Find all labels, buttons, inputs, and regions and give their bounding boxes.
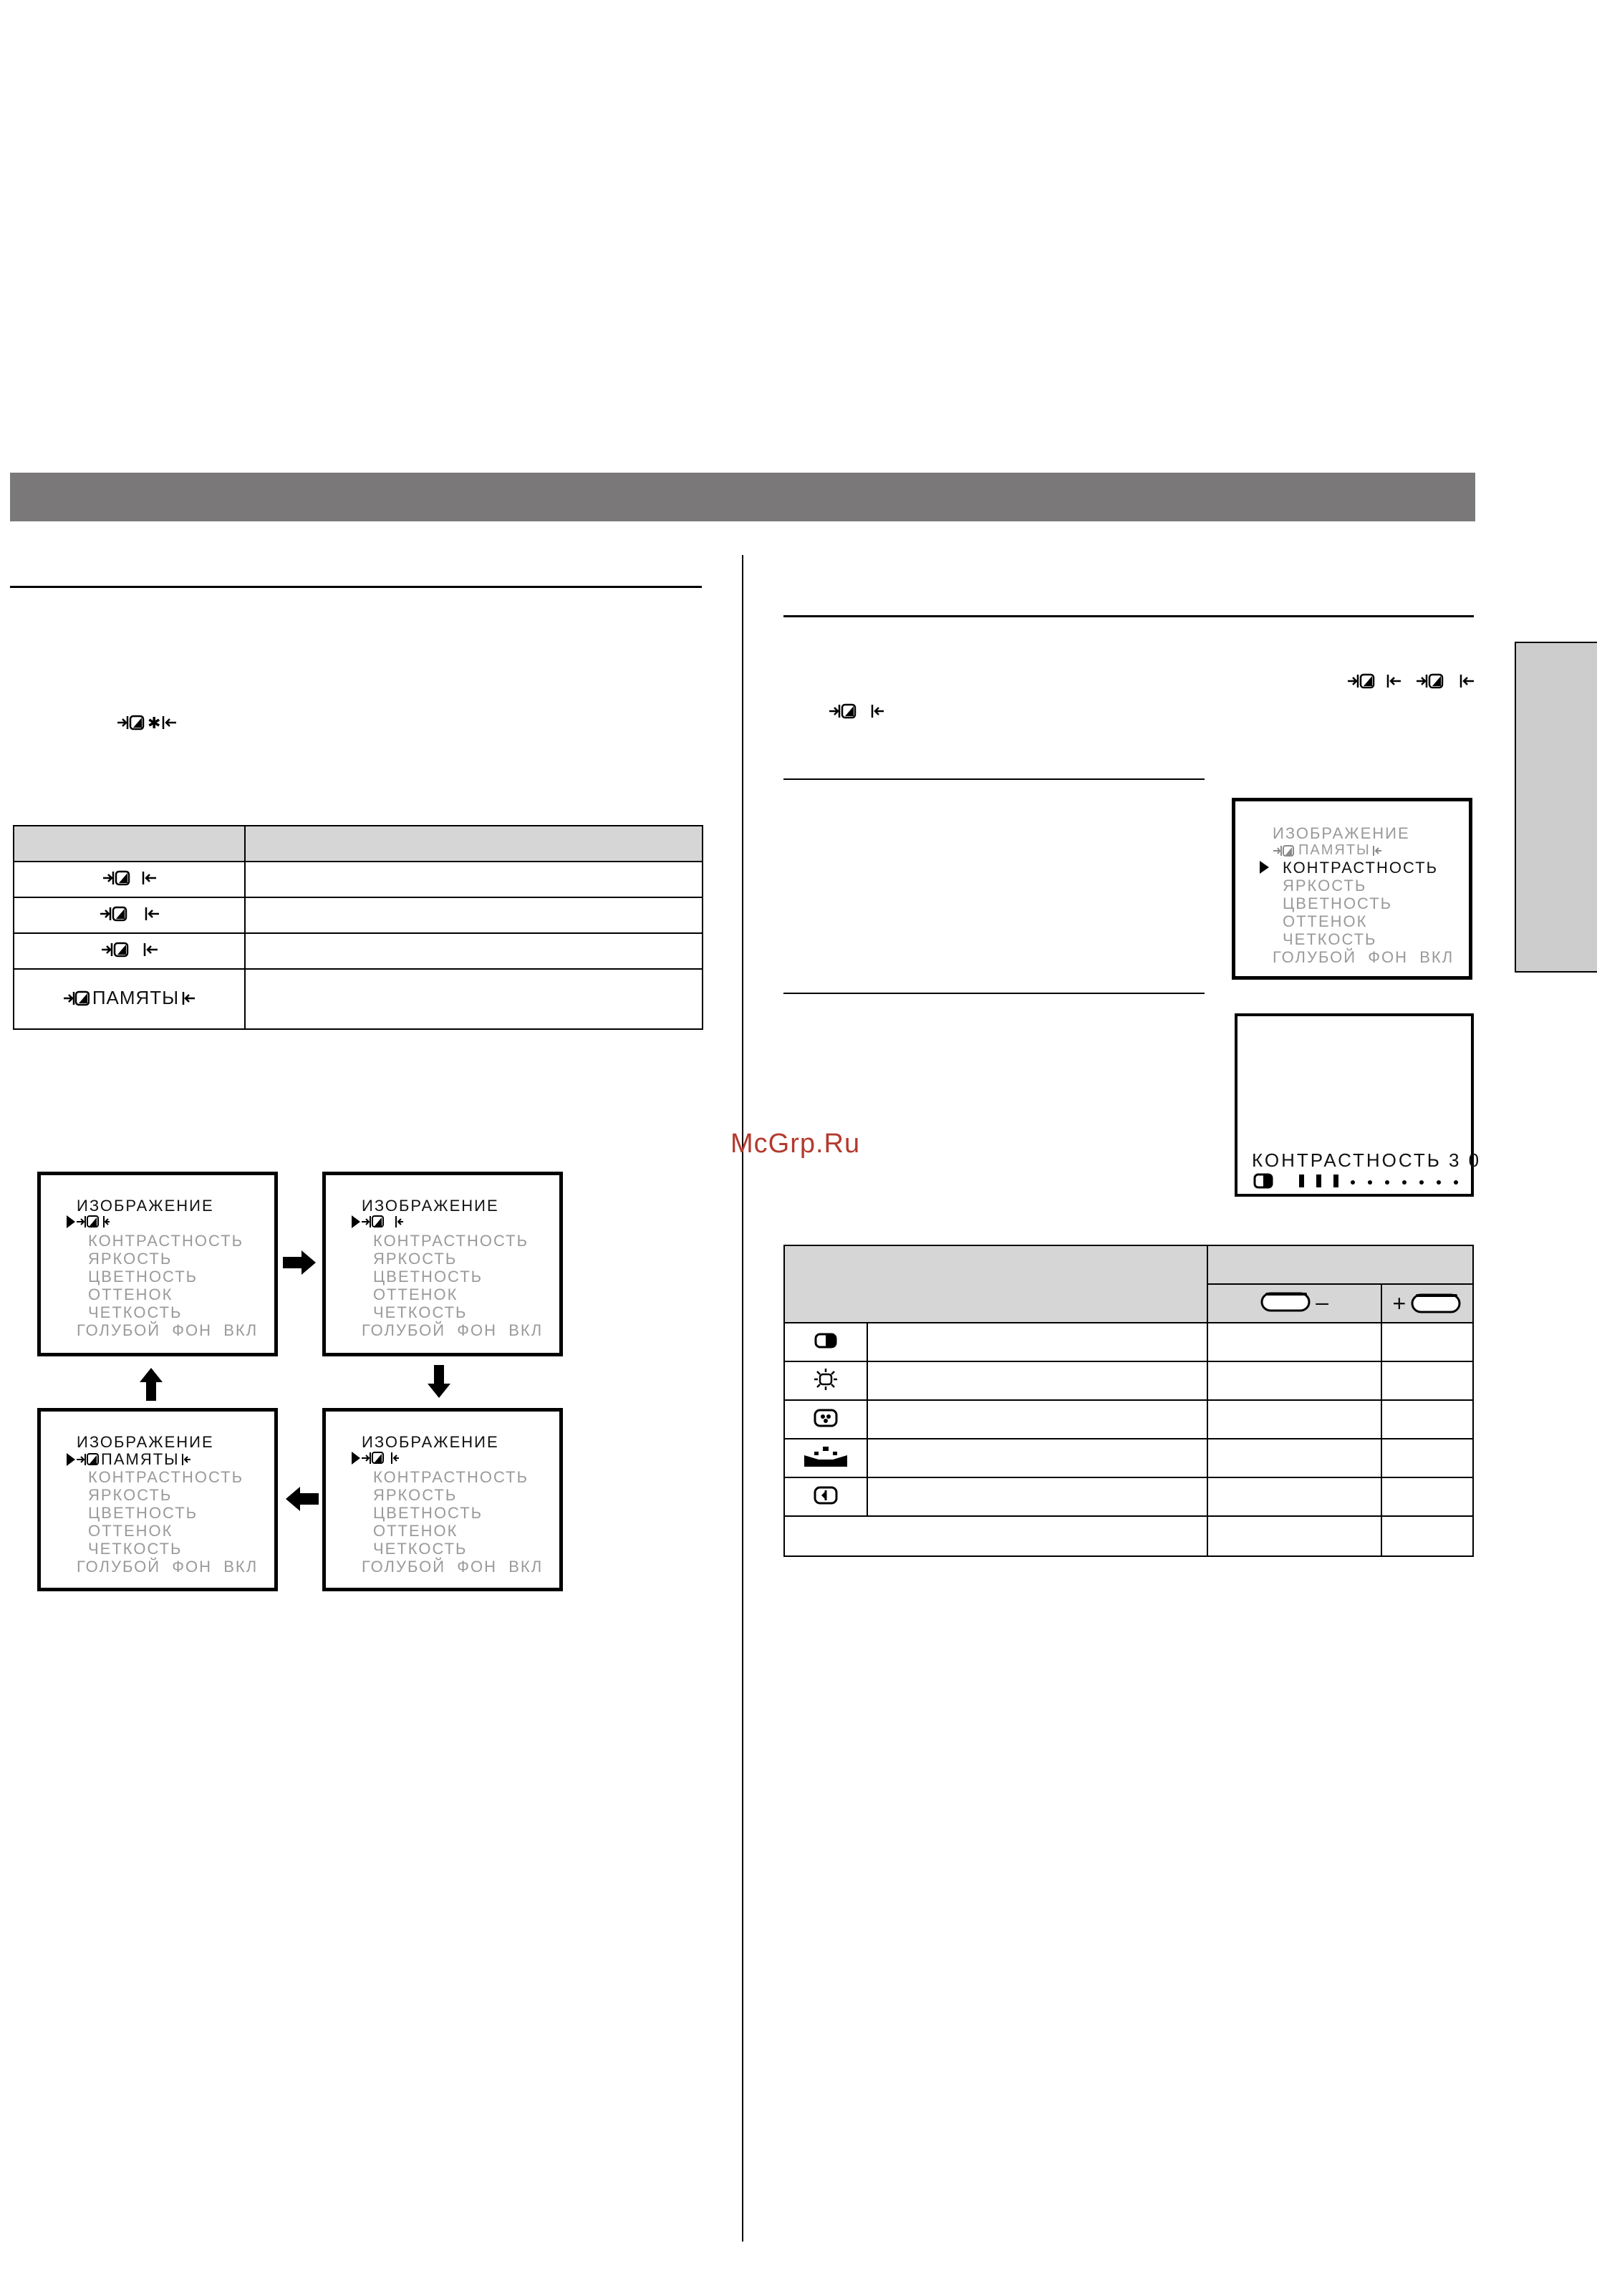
level-bar-empty bbox=[1437, 1180, 1441, 1185]
table-row bbox=[784, 1439, 1473, 1477]
menu-title: ИЗОБРАЖЕНИЕ bbox=[362, 1197, 499, 1215]
column-divider bbox=[742, 555, 743, 2242]
menu-item: ГОЛУБОЙ ФОН ВКЛ bbox=[77, 1321, 259, 1339]
menu-cursor-row bbox=[67, 1214, 110, 1233]
picture-mode-icon bbox=[99, 905, 160, 923]
picture-mode-inline-icon-b bbox=[828, 702, 885, 720]
menu-item: ГОЛУБОЙ ФОН ВКЛ bbox=[362, 1321, 544, 1339]
osd-value: 3 0 bbox=[1449, 1149, 1482, 1171]
menu-item: ЦВЕТНОСТЬ bbox=[1283, 894, 1393, 912]
tint-icon bbox=[803, 1445, 849, 1468]
menu-item: ЯРКОСТЬ bbox=[1283, 877, 1367, 894]
picture-mode-memory-icon bbox=[62, 987, 196, 1009]
menu-item: ОТТЕНОК bbox=[373, 1286, 458, 1303]
contrast-level-bar bbox=[1253, 1172, 1461, 1190]
contrast-icon bbox=[814, 1332, 838, 1349]
menu-item: ОТТЕНОК bbox=[1283, 912, 1368, 930]
arrow-left-icon bbox=[284, 1485, 320, 1513]
menu-item: ГОЛУБОЙ ФОН ВКЛ bbox=[362, 1558, 544, 1576]
minus-symbol: – bbox=[1316, 1288, 1329, 1315]
menu-item: ЦВЕТНОСТЬ bbox=[88, 1504, 198, 1522]
sharpness-icon bbox=[813, 1485, 839, 1505]
table-header-row bbox=[14, 826, 703, 862]
menu-item: ЯРКОСТЬ bbox=[373, 1250, 458, 1268]
table-row bbox=[14, 862, 703, 897]
table-row bbox=[784, 1516, 1473, 1556]
menu-item: КОНТРАСТНОСТЬ bbox=[88, 1232, 244, 1250]
menu-screen-1 bbox=[37, 1172, 278, 1356]
menu-memory-label: ПАМЯТЫ bbox=[1298, 842, 1371, 858]
menu-item: ЧЕТКОСТЬ bbox=[373, 1540, 468, 1558]
level-bar-filled bbox=[1299, 1174, 1304, 1187]
menu-title: ИЗОБРАЖЕНИЕ bbox=[1273, 824, 1410, 842]
step2-rule bbox=[783, 993, 1205, 994]
menu-screen-3 bbox=[37, 1408, 278, 1591]
menu-item: КОНТРАСТНОСТЬ bbox=[373, 1468, 529, 1486]
level-bar-empty bbox=[1419, 1180, 1424, 1185]
left-section-rule bbox=[10, 586, 702, 588]
menu-item: ЧЕТКОСТЬ bbox=[373, 1303, 468, 1321]
section-header-band bbox=[10, 473, 1475, 521]
color-icon bbox=[813, 1408, 839, 1428]
menu-selected-label: ПАМЯТЫ bbox=[101, 1450, 180, 1468]
menu-item: ЯРКОСТЬ bbox=[373, 1486, 458, 1504]
menu-item: ЯРКОСТЬ bbox=[88, 1486, 173, 1504]
menu-item: ЦВЕТНОСТЬ bbox=[373, 1268, 483, 1286]
menu-cursor-icon bbox=[1260, 860, 1270, 874]
adjust-table bbox=[783, 1245, 1474, 1557]
menu-item: КОНТРАСТНОСТЬ bbox=[88, 1468, 244, 1486]
arrow-down-icon bbox=[426, 1364, 452, 1399]
step1-rule bbox=[783, 778, 1205, 780]
right-section-rule bbox=[783, 615, 1474, 617]
plus-symbol: + bbox=[1392, 1290, 1407, 1316]
table-row bbox=[784, 1323, 1473, 1361]
arrow-up-icon bbox=[138, 1366, 164, 1402]
table-row bbox=[784, 1477, 1473, 1516]
menu-screen-4 bbox=[322, 1408, 563, 1591]
table-row bbox=[784, 1400, 1473, 1439]
level-bar-filled bbox=[1316, 1174, 1321, 1187]
arrow-right-icon bbox=[281, 1249, 317, 1276]
level-bar-empty bbox=[1402, 1180, 1407, 1185]
picture-mode-table bbox=[13, 825, 703, 1030]
table-header-row bbox=[784, 1245, 1473, 1284]
brightness-icon bbox=[813, 1368, 839, 1391]
side-tab bbox=[1515, 642, 1597, 973]
minus-button-icon bbox=[1260, 1289, 1328, 1316]
menu-item: ЧЕТКОСТЬ bbox=[88, 1303, 183, 1321]
level-bar-empty bbox=[1351, 1180, 1355, 1185]
menu-title: ИЗОБРАЖЕНИЕ bbox=[362, 1433, 499, 1451]
menu-item: ОТТЕНОК bbox=[88, 1522, 173, 1540]
picture-mode-inline-icon bbox=[116, 713, 178, 732]
menu-item: ОТТЕНОК bbox=[88, 1286, 173, 1303]
level-bar-filled bbox=[1333, 1174, 1338, 1187]
picture-mode-inline-icon-a bbox=[1346, 672, 1475, 690]
menu-item: ГОЛУБОЙ ФОН ВКЛ bbox=[77, 1558, 259, 1576]
menu-item: ЦВЕТНОСТЬ bbox=[373, 1504, 483, 1522]
menu-title: ИЗОБРАЖЕНИЕ bbox=[77, 1433, 214, 1451]
osd-label: КОНТРАСТНОСТЬ bbox=[1252, 1149, 1442, 1171]
watermark: McGrp.Ru bbox=[730, 1129, 861, 1159]
menu-cursor-row bbox=[352, 1214, 409, 1233]
menu-selected-item: КОНТРАСТНОСТЬ bbox=[1283, 859, 1439, 877]
menu-item: ЧЕТКОСТЬ bbox=[88, 1540, 183, 1558]
table-row bbox=[14, 897, 703, 933]
level-bar-empty bbox=[1454, 1180, 1458, 1185]
menu-cursor-row bbox=[67, 1450, 191, 1468]
picture-mode-icon bbox=[100, 940, 159, 959]
menu-cursor-row bbox=[352, 1450, 406, 1470]
picture-mode-icon bbox=[102, 869, 158, 887]
menu-item: ЯРКОСТЬ bbox=[88, 1250, 173, 1268]
menu-item: ГОЛУБОЙ ФОН ВКЛ bbox=[1273, 948, 1454, 966]
memory-label: ПАМЯТЫ bbox=[92, 987, 180, 1009]
level-bar-empty bbox=[1385, 1180, 1389, 1185]
table-row bbox=[14, 969, 703, 1029]
level-bar-empty bbox=[1368, 1180, 1372, 1185]
contrast-osd-screen bbox=[1235, 1013, 1482, 1197]
menu-item: ОТТЕНОК bbox=[373, 1522, 458, 1540]
menu-title: ИЗОБРАЖЕНИЕ bbox=[77, 1197, 214, 1215]
menu-screen-2 bbox=[322, 1172, 563, 1356]
menu-item: КОНТРАСТНОСТЬ bbox=[373, 1232, 529, 1250]
svg-text:✱: ✱ bbox=[148, 715, 161, 732]
contrast-icon bbox=[1255, 1174, 1272, 1187]
plus-button-icon bbox=[1392, 1291, 1462, 1317]
menu-item: ЦВЕТНОСТЬ bbox=[88, 1268, 198, 1286]
menu-item: ЧЕТКОСТЬ bbox=[1283, 930, 1377, 948]
contrast-menu-screen bbox=[1232, 798, 1472, 980]
table-row bbox=[784, 1361, 1473, 1400]
table-row bbox=[14, 933, 703, 969]
menu-memory-row bbox=[1273, 841, 1382, 859]
